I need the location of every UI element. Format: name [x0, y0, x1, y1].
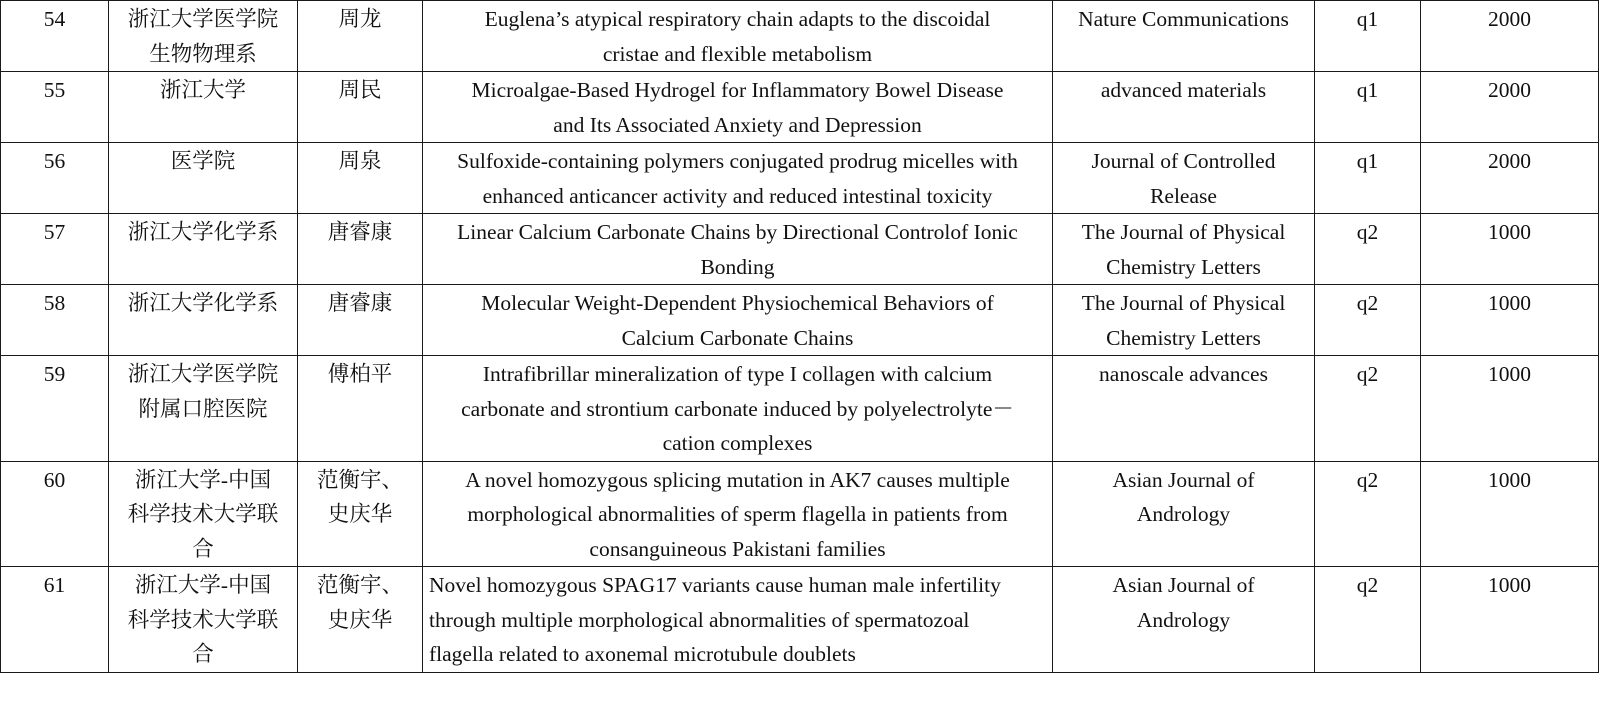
unit-line: 浙江大学-中国	[134, 573, 272, 597]
unit-line: 浙江大学医学院	[127, 7, 279, 31]
unit-line: 生物物理系	[149, 41, 257, 66]
paper-title-line: cation complexes	[662, 431, 813, 455]
paper-title-line: flagella related to axonemal microtubule doublets	[429, 642, 856, 666]
author-line: 周民	[338, 78, 382, 102]
amount-cell: 1000	[1421, 285, 1599, 356]
row-number-cell: 57	[1, 214, 109, 285]
journal-cell	[1053, 143, 1315, 214]
unit-line: 浙江大学化学系	[127, 291, 279, 315]
author-line: 唐睿康	[327, 291, 393, 315]
author-line: 周泉	[338, 149, 382, 173]
unit-line: 浙江大学-中国	[134, 467, 272, 492]
unit-line: 科学技术大学联	[127, 607, 279, 632]
zone-cell: q2	[1315, 567, 1421, 673]
journal-line: advanced materials	[1100, 78, 1267, 102]
zone-cell: q2	[1315, 285, 1421, 356]
journal-cell	[1053, 72, 1315, 143]
table-row	[1, 461, 1599, 567]
paper-title-line: carbonate and strontium carbonate induced by polyelectrolyte－	[461, 396, 1014, 421]
unit-cell	[109, 143, 298, 214]
row-number-cell: 59	[1, 356, 109, 462]
unit-cell	[109, 567, 298, 673]
paper-title-cell	[423, 567, 1053, 673]
amount-cell: 1000	[1421, 567, 1599, 673]
journal-cell	[1053, 1, 1315, 72]
paper-title-line: Intrafibrillar mineralization of type I collagen with calcium	[482, 362, 993, 386]
paper-title-line: through multiple morphological abnormalities of spermatozoal	[429, 607, 970, 632]
author-line: 史庆华	[327, 502, 393, 526]
author-line: 周龙	[338, 7, 382, 31]
unit-line: 浙江大学医学院	[127, 362, 279, 386]
journal-cell	[1053, 356, 1315, 462]
zone-cell: q1	[1315, 72, 1421, 143]
unit-cell	[109, 214, 298, 285]
paper-title-cell	[423, 1, 1053, 72]
journal-line: nanoscale advances	[1099, 362, 1268, 386]
row-number-cell: 54	[1, 1, 109, 72]
journal-line: Andrology	[1136, 607, 1231, 632]
unit-line: 浙江大学化学系	[127, 220, 279, 244]
table-row	[1, 1, 1599, 72]
paper-title-cell	[423, 72, 1053, 143]
unit-cell	[109, 285, 298, 356]
author-cell	[298, 72, 423, 143]
paper-title-line: Euglena’s atypical respiratory chain adapts to the discoidal	[484, 7, 991, 31]
journal-line: Journal of Controlled	[1091, 149, 1276, 173]
unit-cell	[109, 461, 298, 567]
zone-cell: q2	[1315, 356, 1421, 462]
paper-title-line: Sulfoxide-containing polymers conjugated prodrug micelles with	[457, 149, 1018, 173]
author-cell	[298, 461, 423, 567]
paper-title-line: consanguineous Pakistani families	[589, 536, 886, 561]
author-cell	[298, 1, 423, 72]
row-number-cell: 58	[1, 285, 109, 356]
journal-cell	[1053, 285, 1315, 356]
paper-title-cell	[423, 143, 1053, 214]
paper-title-cell	[423, 461, 1053, 567]
paper-title-line: Microalgae-Based Hydrogel for Inflammatory Bowel Disease	[471, 78, 1004, 102]
paper-title-cell	[423, 214, 1053, 285]
row-number-cell: 61	[1, 567, 109, 673]
paper-title-line: Linear Calcium Carbonate Chains by Directional Controlof Ionic	[457, 220, 1018, 244]
unit-line: 附属口腔医院	[138, 396, 268, 421]
paper-title-line: cristae and flexible metabolism	[602, 41, 873, 66]
unit-line: 合	[192, 642, 214, 666]
author-cell	[298, 567, 423, 673]
zone-cell: q2	[1315, 461, 1421, 567]
author-cell	[298, 214, 423, 285]
table-row	[1, 567, 1599, 673]
author-line: 傅柏平	[327, 362, 393, 386]
journal-line: The Journal of Physical	[1081, 291, 1286, 315]
amount-cell: 2000	[1421, 72, 1599, 143]
author-cell	[298, 143, 423, 214]
journal-line: Nature Communications	[1078, 7, 1289, 31]
unit-line: 浙江大学	[159, 78, 246, 102]
author-cell	[298, 285, 423, 356]
unit-cell	[109, 72, 298, 143]
amount-cell: 1000	[1421, 356, 1599, 462]
journal-cell	[1053, 461, 1315, 567]
journal-cell	[1053, 567, 1315, 673]
journal-line: Chemistry Letters	[1106, 325, 1261, 350]
journal-line: Andrology	[1136, 502, 1231, 526]
zone-cell: q1	[1315, 1, 1421, 72]
unit-line: 医学院	[170, 149, 236, 173]
table-row	[1, 143, 1599, 214]
amount-cell: 1000	[1421, 461, 1599, 567]
author-cell	[298, 356, 423, 462]
author-line: 范衡宇、	[316, 573, 403, 597]
paper-title-line: Novel homozygous SPAG17 variants cause human male infertility	[429, 573, 1001, 597]
row-number-cell: 60	[1, 461, 109, 567]
table-row	[1, 72, 1599, 143]
paper-title-line: Calcium Carbonate Chains	[621, 325, 854, 350]
amount-cell: 1000	[1421, 214, 1599, 285]
paper-title-cell	[423, 285, 1053, 356]
row-number-cell: 56	[1, 143, 109, 214]
paper-title-line: enhanced anticancer activity and reduced intestinal toxicity	[482, 183, 993, 208]
paper-title-line: and Its Associated Anxiety and Depression	[553, 112, 922, 137]
journal-line: Chemistry Letters	[1106, 254, 1261, 279]
unit-cell	[109, 1, 298, 72]
zone-cell: q1	[1315, 143, 1421, 214]
table-row	[1, 214, 1599, 285]
table-row	[1, 285, 1599, 356]
journal-line: Release	[1150, 183, 1217, 208]
row-number-cell: 55	[1, 72, 109, 143]
paper-title-line: Bonding	[700, 254, 775, 279]
unit-cell	[109, 356, 298, 462]
paper-title-line: Molecular Weight-Dependent Physiochemical Behaviors of	[481, 291, 994, 315]
paper-title-line: A novel homozygous splicing mutation in AK7 causes multiple	[465, 467, 1010, 492]
unit-line: 科学技术大学联	[127, 502, 279, 526]
amount-cell: 2000	[1421, 143, 1599, 214]
table-row	[1, 356, 1599, 462]
paper-title-cell	[423, 356, 1053, 462]
table-body	[1, 1, 1599, 673]
journal-cell	[1053, 214, 1315, 285]
journal-line: Asian Journal of	[1112, 467, 1255, 492]
author-line: 史庆华	[327, 607, 393, 632]
author-line: 范衡宇、	[316, 467, 403, 492]
paper-title-line: morphological abnormalities of sperm flagella in patients from	[467, 502, 1008, 526]
unit-line: 合	[192, 536, 214, 561]
zone-cell: q2	[1315, 214, 1421, 285]
journal-line: The Journal of Physical	[1081, 220, 1286, 244]
journal-line: Asian Journal of	[1112, 573, 1255, 597]
amount-cell: 2000	[1421, 1, 1599, 72]
author-line: 唐睿康	[327, 220, 393, 244]
